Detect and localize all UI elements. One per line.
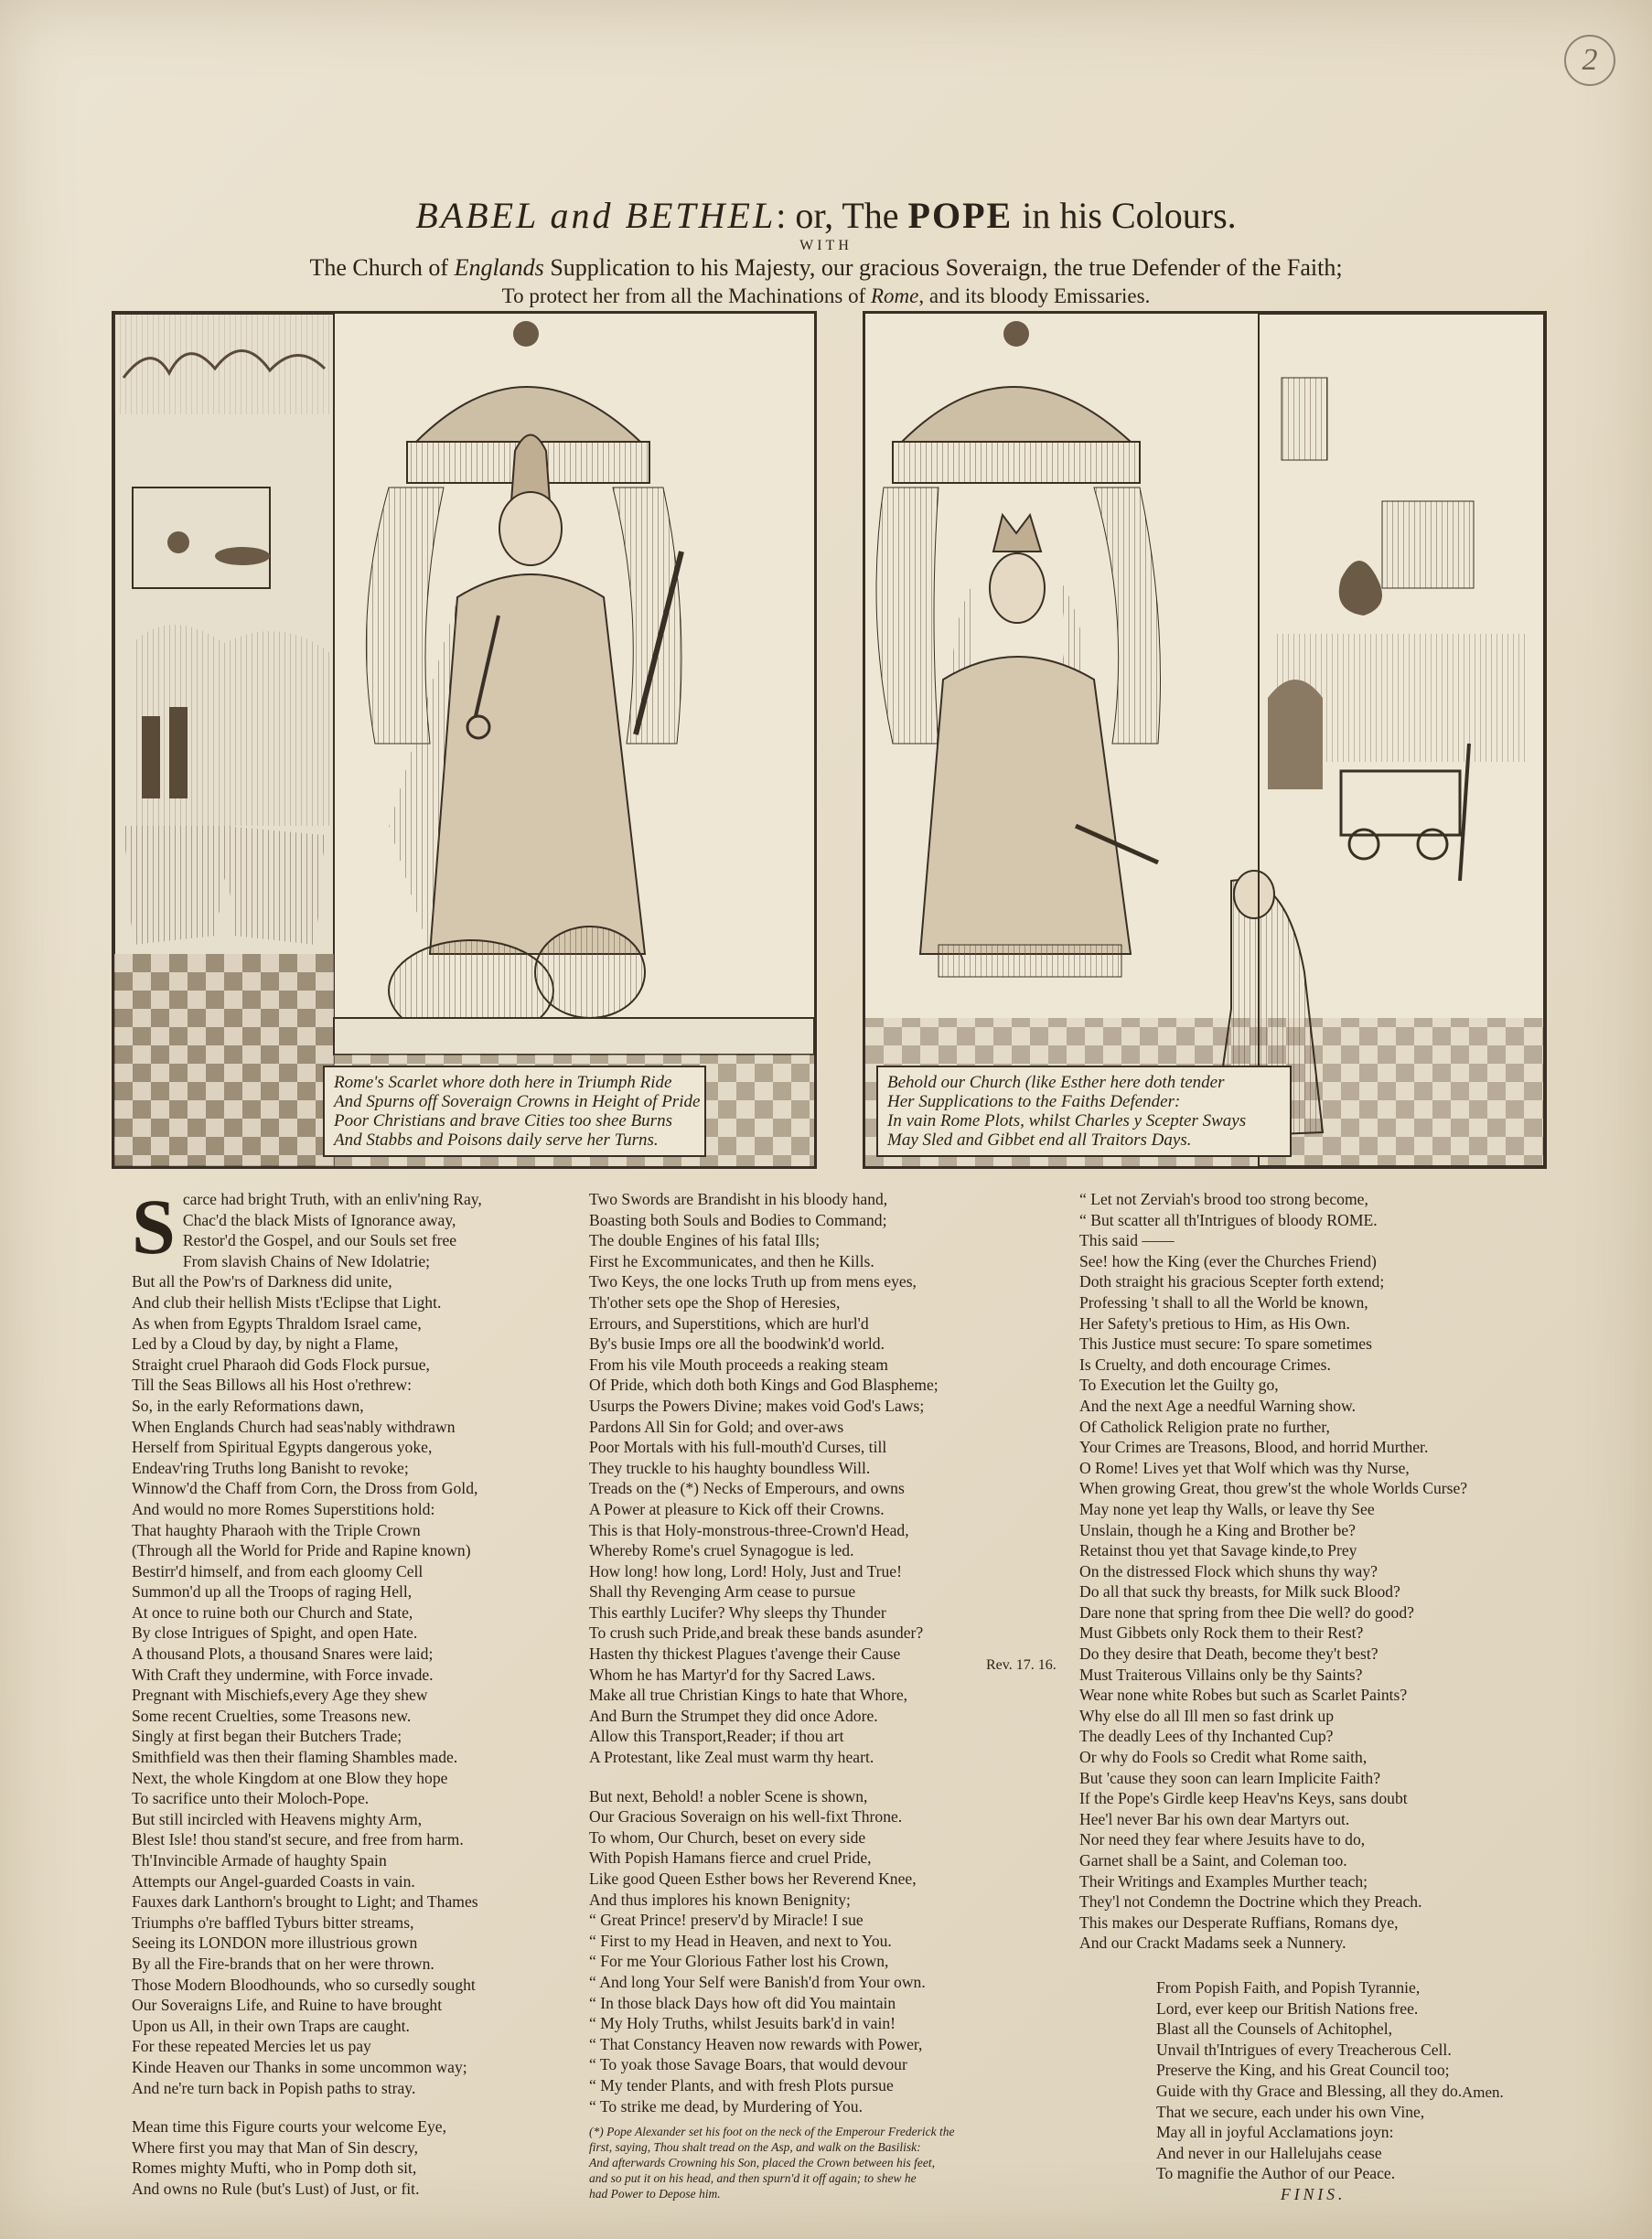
poem-line: Restor'd the Gospel, and our Souls set free [182, 1231, 457, 1250]
poem-line: Of Catholick Religion prate no further, [1079, 1417, 1330, 1436]
subtitle-line2 [0, 284, 1652, 308]
poem-line: Lord, ever keep our British Nations free. [1156, 1998, 1419, 2018]
poem-line: By close Intrigues of Spight, and open Hate. [132, 1623, 418, 1643]
poem-line: Shall thy Revenging Arm cease to pursue [589, 1582, 856, 1602]
poem-line: Their Writings and Examples Murther teach; [1079, 1871, 1368, 1891]
poem-line: And ne're turn back in Popish paths to stray. [132, 2078, 416, 2097]
amen: Amen. [1462, 2084, 1504, 2101]
engraving-left-art [114, 314, 814, 1166]
poem-line: From slavish Chains of New Idolatrie; [182, 1251, 431, 1270]
poem-line: Retainst thou yet that Savage kinde,to Prey [1079, 1541, 1357, 1560]
poem-line: Herself from Spiritual Egypts dangerous yoke, [132, 1438, 433, 1457]
poem-line: Make all true Christian Kings to hate that Whore, [589, 1686, 908, 1705]
caption-left [323, 1066, 706, 1157]
poem-line: And owns no Rule (but's Lust) of Just, or fit. [132, 2179, 420, 2198]
poem-line: From his vile Mouth proceeds a reaking steam [589, 1355, 888, 1374]
poem-line: How long! how long, Lord! Holy, Just and True! [589, 1561, 902, 1580]
poem-line: Straight cruel Pharaoh did Gods Flock pursue, [132, 1355, 430, 1374]
poem-line: Attempts our Angel-guarded Coasts in vain. [132, 1871, 415, 1891]
footnote-line: And afterwards Crowning his Son, placed the Crown between his feet, [589, 2156, 935, 2170]
subtitle-line1 [0, 254, 1652, 282]
title-with: WITH [799, 238, 853, 253]
poem-line: “ To strike me dead, by Murdering of You. [589, 2096, 863, 2116]
poem-line: “ Let not Zerviah's brood too strong become, [1079, 1190, 1368, 1208]
poem-line: “ In those black Days how oft did You maintain [589, 1993, 896, 2012]
poem-line: To magnifie the Author of our Peace. [1156, 2164, 1396, 2183]
poem-line: Till the Seas Billows all his Host o'rethrew: [132, 1376, 413, 1395]
poem-line: When Englands Church had seas'nably withdrawn [132, 1417, 456, 1436]
poem-line: And thus implores his known Benignity; [589, 1890, 851, 1909]
column3-lines [1079, 1189, 1518, 1954]
poem-line: Smithfield was then their flaming Shambles made. [132, 1748, 458, 1767]
finis: FINIS. [1281, 2184, 1346, 2203]
poem-line: Th'other sets ope the Shop of Heresies, [589, 1292, 841, 1312]
poem-line: Fauxes dark Lanthorn's brought to Light; and Thames [132, 1892, 478, 1912]
poem-line: Do they desire that Death, become they't best? [1079, 1644, 1378, 1664]
poem-line: Our Gracious Soveraign on his well-fixt Throne. [589, 1807, 903, 1827]
poem-line: May all in joyful Acclamations joyn: [1156, 2123, 1394, 2142]
poem-column-2 [589, 1189, 1083, 2202]
poem-line: And never in our Hallelujahs cease [1156, 2143, 1382, 2162]
poem-line: Your Crimes are Treasons, Blood, and horrid Murther. [1079, 1438, 1429, 1457]
poem-line: This is that Holy-monstrous-three-Crown'd Head, [589, 1520, 909, 1539]
poem-line: At once to ruine both our Church and State, [132, 1602, 413, 1622]
subtitle1-b: Englands [454, 254, 544, 281]
poem-line: “ My Holy Truths, whilst Jesuits bark'd in vain! [589, 2014, 896, 2033]
poem-line: Guide with thy Grace and Blessing, all they do. [1156, 2081, 1463, 2100]
footnote-line: had Power to Depose him. [589, 2187, 721, 2202]
subtitle2-c: , and its bloody Emissaries. [918, 284, 1151, 307]
poem-line: “ For me Your Glorious Father lost his Crown, [589, 1952, 889, 1971]
caption-left-line: Rome's Scarlet whore doth here in Triumph Ride [334, 1073, 672, 1092]
poem-line: “ And long Your Self were Banish'd from Your own. [589, 1972, 926, 1991]
poem-line: Boasting both Souls and Bodies to Command; [589, 1210, 887, 1229]
title-part2: : or, The [776, 195, 908, 236]
poem-line: Professing 't shall to all the World be known, [1079, 1292, 1368, 1312]
poem-line: “ First to my Head in Heaven, and next to You. [589, 1931, 892, 1950]
poem-line: Triumphs o're baffled Tyburs bitter streams, [132, 1912, 414, 1932]
column2-lines [589, 1189, 1083, 1768]
poem-line: On the distressed Flock which shuns thy way? [1079, 1561, 1378, 1580]
poem-line: With Craft they undermine, with Force invade. [132, 1665, 434, 1684]
poem-line: Doth straight his gracious Scepter forth extend; [1079, 1272, 1385, 1291]
margin-reference: Rev. 17. 16. [986, 1657, 1057, 1673]
poem-line: “ That Constancy Heaven now rewards with Power, [589, 2034, 923, 2053]
poem-line: This Justice must secure: To spare sometimes [1079, 1334, 1372, 1354]
poem-line: As when from Egypts Thraldom Israel came, [132, 1313, 422, 1333]
poem-line: And our Crackt Madams seek a Nunnery. [1079, 1934, 1346, 1953]
poem-line: carce had bright Truth, with an enliv'ning Ray, [182, 1190, 482, 1208]
poem-line: Two Swords are Brandisht in his bloody hand, [589, 1190, 888, 1208]
poem-line: A thousand Plots, a thousand Snares were laid; [132, 1644, 434, 1664]
poem-line: This earthly Lucifer? Why sleeps thy Thunder [589, 1602, 886, 1622]
poem-line: To Execution let the Guilty go, [1079, 1376, 1279, 1395]
poem-line: Like good Queen Esther bows her Reverend Knee, [589, 1869, 917, 1888]
poem-line: Of Pride, which doth both Kings and God Blaspheme; [589, 1376, 939, 1395]
poem-line: Our Soveraigns Life, and Ruine to have brought [132, 1996, 443, 2015]
poem-line: Some recent Cruelties, some Treasons new. [132, 1706, 412, 1725]
poem-line: Blest Isle! thou stand'st secure, and free from harm. [132, 1830, 464, 1849]
poem-line: Whereby Rome's cruel Synagogue is led. [589, 1541, 854, 1560]
poem-line: May none yet leap thy Walls, or leave thy See [1079, 1499, 1375, 1518]
poem-line: Why else do all Ill men so fast drink up [1079, 1706, 1335, 1725]
poem-line: Or why do Fools so Credit what Rome saith, [1079, 1748, 1368, 1767]
footnote-line: first, saying, Thou shalt tread on the Asp, and walk on the Basilisk: [589, 2140, 921, 2155]
poem-column-3 [1079, 1189, 1518, 2205]
poem-line: So, in the early Reformations dawn, [132, 1396, 364, 1415]
engraving-king-enthroned [863, 311, 1547, 1169]
poem-line: To whom, Our Church, beset on every side [589, 1827, 866, 1847]
poem-line: Blast all the Counsels of Achitophel, [1156, 2019, 1393, 2039]
poem-line: Romes mighty Mufti, who in Pomp doth sit, [132, 2159, 417, 2178]
poem-column-1 [132, 1183, 562, 2200]
poem-line: The double Engines of his fatal Ills; [589, 1231, 821, 1250]
column3-lines-after [1079, 1977, 1518, 2184]
subtitle2-a: To protect her from all the Machinations of [501, 284, 871, 307]
poem-line: Hee'l never Bar his own dear Martyrs out. [1079, 1809, 1350, 1828]
poem-line: A Protestant, like Zeal must warm thy heart. [589, 1748, 874, 1767]
poem-line: That we secure, each under his own Vine, [1156, 2102, 1425, 2121]
poem-line: First he Excommunicates, and then he Kills. [589, 1251, 874, 1270]
poem-line: Do all that suck thy breasts, for Milk suck Blood? [1079, 1582, 1400, 1602]
engraving-pope-enthroned [112, 311, 817, 1169]
poem-line: See! how the King (ever the Churches Friend) [1079, 1251, 1377, 1270]
poem-line: Dare none that spring from thee Die well? do good? [1079, 1602, 1414, 1622]
poem-line: O Rome! Lives yet that Wolf which was thy Nurse, [1079, 1458, 1410, 1477]
column1-lines-after [132, 2116, 562, 2199]
poem-line: Those Modern Bloodhounds, who so cursedly sought [132, 1975, 476, 1994]
poem-line: Winnow'd the Chaff from Corn, the Dross from Gold, [132, 1479, 478, 1498]
poem-line: Poor Mortals with his full-mouth'd Curses, till [589, 1438, 887, 1457]
poem-line: Unvail th'Intrigues of every Treacherous Cell. [1156, 2040, 1452, 2059]
poem-line: Nor need they fear where Jesuits have to do, [1079, 1830, 1366, 1849]
poem-line: (Through all the World for Pride and Rapine known) [132, 1541, 471, 1560]
poem-line: This said —— [1079, 1231, 1175, 1250]
poem-line: Pardons All Sin for Gold; and over-aws [589, 1417, 844, 1436]
poem-line: They'l not Condemn the Doctrine which they Preach. [1079, 1892, 1422, 1912]
poem-line: Where first you may that Man of Sin descry, [132, 2137, 419, 2157]
poem-line: Two Keys, the one locks Truth up from mens eyes, [589, 1272, 917, 1291]
title-part3: POPE [907, 195, 1014, 236]
poem-line: Singly at first began their Butchers Trade; [132, 1727, 402, 1746]
poem-line: Garnet shall be a Saint, and Coleman too. [1079, 1851, 1347, 1869]
caption-left-line: And Stabbs and Poisons daily serve her Turns. [334, 1130, 659, 1150]
poem-line: Must Gibbets only Rock them to their Rest? [1079, 1623, 1364, 1643]
poem-line: But 'cause they soon can learn Implicite Faith? [1079, 1768, 1381, 1787]
engraving-right-art [865, 314, 1544, 1166]
poem-line: By all the Fire-brands that on her were thrown. [132, 1954, 434, 1973]
poem-line: If the Pope's Girdle keep Heav'ns Keys, sans doubt [1079, 1789, 1408, 1808]
poem-line: Next, the whole Kingdom at one Blow they hope [132, 1768, 448, 1787]
poem-line: And Burn the Strumpet they did once Adore. [589, 1706, 878, 1725]
poem-line: But next, Behold! a nobler Scene is shown, [589, 1786, 868, 1805]
title-part4: in his Colours. [1013, 195, 1237, 236]
poem-line: With Popish Hamans fierce and cruel Pride, [589, 1848, 872, 1868]
poem-line: A Power at pleasure to Kick off their Crowns. [589, 1499, 885, 1518]
poem-line: This makes our Desperate Ruffians, Romans dye, [1079, 1912, 1399, 1932]
footnote-line: (*) Pope Alexander set his foot on the neck of the Emperour Frederick the [589, 2125, 955, 2139]
caption-right-line: Her Supplications to the Faiths Defender: [887, 1092, 1181, 1111]
poem-line: Treads on the (*) Necks of Emperours, and owns [589, 1479, 905, 1498]
poem-line: Led by a Cloud by day, by night a Flame, [132, 1334, 399, 1354]
footnote [589, 2124, 1083, 2202]
poem-line: “ My tender Plants, and with fresh Plots pursue [589, 2075, 894, 2094]
poem-line: Her Safety's pretious to Him, as His Own. [1079, 1313, 1350, 1333]
poem-line: The deadly Lees of thy Inchanted Cup? [1079, 1727, 1334, 1746]
caption-right-line: May Sled and Gibbet end all Traitors Days. [887, 1130, 1192, 1150]
poem-line: When growing Great, thou grew'st the whole Worlds Curse? [1079, 1479, 1468, 1498]
page-title [0, 194, 1652, 237]
subtitle1-c: Supplication to his Majesty, our gracious Soveraign, the true Defender of the Faith; [543, 254, 1343, 281]
poem-line: Whom he has Martyr'd for thy Sacred Laws. [589, 1665, 875, 1684]
poem-line: By's busie Imps ore all the boodwink'd world. [589, 1334, 885, 1354]
poem-line: That haughty Pharaoh with the Triple Crown [132, 1520, 421, 1539]
poem-line: Chac'd the black Mists of Ignorance away, [182, 1210, 456, 1229]
poem-line: Unslain, though he a King and Brother be? [1079, 1520, 1356, 1539]
poem-line: Must Traiterous Villains only be thy Saints? [1079, 1665, 1363, 1684]
poem-line: “ Great Prince! preserv'd by Miracle! I sue [589, 1911, 864, 1930]
poem-line: Seeing its LONDON more illustrious grown [132, 1934, 418, 1953]
poem-line: Hasten thy thickest Plagues t'avenge their Cause [589, 1644, 901, 1664]
poem-line: Is Cruelty, and doth encourage Crimes. [1079, 1355, 1331, 1374]
poem-line: For these repeated Mercies let us pay [132, 2037, 371, 2056]
poem-line: And would no more Romes Superstitions hold: [132, 1499, 435, 1518]
drop-capital: S [132, 1183, 176, 1270]
poem-line: Usurps the Powers Divine; makes void God's Laws; [589, 1396, 925, 1415]
poem-line: To crush such Pride,and break these bands asunder? [589, 1623, 924, 1643]
poem-line: Preserve the King, and his Great Council too; [1156, 2061, 1450, 2080]
poem-line: Kinde Heaven our Thanks in some uncommon way; [132, 2057, 467, 2076]
poem-line: Endeav'ring Truths long Banisht to revoke; [132, 1458, 409, 1477]
caption-left-line: Poor Christians and brave Cities too shee Burns [334, 1111, 672, 1130]
poem-line: They truckle to his haughty boundless Will. [589, 1458, 871, 1477]
poem-line: Pregnant with Mischiefs,every Age they shew [132, 1686, 428, 1705]
subtitle2-b: Rome [870, 284, 919, 307]
subtitle1-a: The Church of [309, 254, 455, 281]
poem-line: Allow this Transport,Reader; if thou art [589, 1727, 844, 1746]
poem-line: Errours, and Superstitions, which are hurl'd [589, 1313, 869, 1333]
poem-line: Wear none white Robes but such as Scarlet Paints? [1079, 1686, 1408, 1705]
poem-line: “ But scatter all th'Intrigues of bloody ROME. [1079, 1210, 1378, 1229]
poem-line: To sacrifice unto their Moloch-Pope. [132, 1789, 370, 1808]
footnote-line: and so put it on his head, and then spurn'd it off again; to shew he [589, 2171, 917, 2186]
poem-line: Upon us All, in their own Traps are caught. [132, 2016, 410, 2035]
column1-lines [132, 1183, 562, 2098]
poem-line: Bestirr'd himself, and from each gloomy Cell [132, 1561, 424, 1580]
column2-lines-after [589, 1786, 1083, 2117]
poem-line: And club their hellish Mists t'Eclipse that Light. [132, 1292, 442, 1312]
poem-line: But still incircled with Heavens mighty Arm, [132, 1809, 423, 1828]
poem-line: From Popish Faith, and Popish Tyrannie, [1156, 1977, 1421, 1997]
poem-line: But all the Pow'rs of Darkness did unite, [132, 1272, 392, 1291]
poem-line: Mean time this Figure courts your welcome Eye, [132, 2117, 446, 2137]
folio-mark: 2 [1564, 35, 1615, 86]
caption-right [876, 1066, 1292, 1157]
poem-line: “ To yoak those Savage Boars, that would devour [589, 2055, 907, 2074]
poem-line: Summon'd up all the Troops of raging Hell, [132, 1582, 413, 1602]
caption-right-line: In vain Rome Plots, whilst Charles y Scepter Sways [887, 1111, 1247, 1130]
poem-line: And the next Age a needful Warning show. [1079, 1396, 1357, 1415]
caption-right-line: Behold our Church (like Esther here doth tender [887, 1073, 1225, 1092]
title-part1: BABEL and BETHEL [415, 195, 777, 236]
caption-left-line: And Spurns off Soveraign Crowns in Height of Pride [334, 1092, 701, 1111]
poem-line: Th'Invincible Armade of haughty Spain [132, 1851, 387, 1869]
